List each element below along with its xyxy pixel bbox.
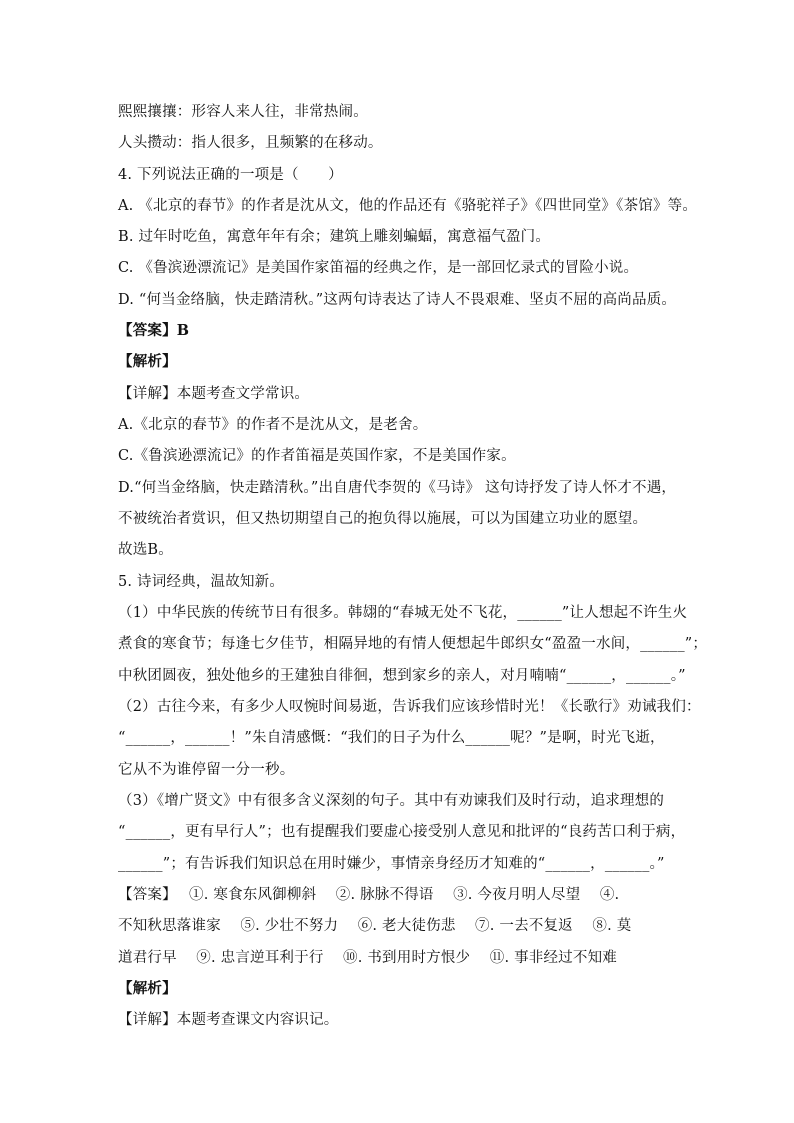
detail-line: 【详解】本题考查文学常识。 <box>118 386 310 402</box>
analysis-label: 【解析】 <box>118 980 177 997</box>
option-a: A. 《北京的春节》的作者是沈从文，他的作品还有《骆驼祥子》《四世同堂》《茶馆》等。 <box>118 198 698 214</box>
question-5-part-2: （2）古往今来，有多少人叹惋时间易逝，告诉我们应该珍惜时光！《长歌行》劝诫我们： <box>118 699 701 715</box>
answer-line: 【答案】 ①. 寒食东风御柳斜 ②. 脉脉不得语 ③. 今夜月明人尽望 ④. <box>118 887 620 903</box>
answer-line: 不知秋思落谁家 ⑤. 少壮不努力 ⑥. 老大徒伤悲 ⑦. 一去不复返 ⑧. 莫 <box>118 918 632 934</box>
explanation-line: 不被统治者赏识，但又热切期望自己的抱负得以施展，可以为国建立功业的愿望。 <box>118 511 648 527</box>
explanation-line: C.《鲁滨逊漂流记》的作者笛福是英国作家，不是美国作家。 <box>118 448 516 464</box>
text-line: 熙熙攘攘：形容人来人往，非常热闹。 <box>118 104 368 120</box>
analysis-label: 【解析】 <box>118 353 177 370</box>
question-5-part-3: （3）《增广贤文》中有很多含义深刻的句子。其中有劝谏我们及时行动，追求理想的 <box>118 793 665 809</box>
question-5-part-1: 煮食的寒食节；每逢七夕佳节，相隔异地的有情人便想起牛郎织女“盈盈一水间，______”； <box>118 636 708 652</box>
option-c: C. 《鲁滨逊漂流记》是美国作家笛福的经典之作，是一部回忆录式的冒险小说。 <box>118 260 639 276</box>
explanation-line: D.“何当金络脑，快走踏清秋。”出自唐代李贺的《马诗》 这句诗抒发了诗人怀才不遇， <box>118 480 677 496</box>
question-5-part-3: “______，更有早行人”；也有提醒我们要虚心接受别人意见和批评的“良药苦口利于病， <box>118 824 686 840</box>
option-b: B. 过年时吃鱼，寓意年年有余；建筑上雕刻蝙蝠，寓意福气盈门。 <box>118 229 551 245</box>
detail-line: 【详解】本题考查课文内容识记。 <box>118 1012 339 1028</box>
question-5-stem: 5. 诗词经典，温故知新。 <box>118 574 285 590</box>
answer-label: 【答案】B <box>118 322 190 339</box>
question-5-part-2: “______，______！”朱自清感慨：“我们的日子为什么______呢？”是啊，时光飞逝， <box>118 730 665 746</box>
question-5-part-2: 它从不为谁停留一分一秒。 <box>118 762 295 778</box>
explanation-line: A.《北京的春节》的作者不是沈从文，是老舍。 <box>118 417 428 433</box>
answer-line: 道君行早 ⑨. 忠言逆耳利于行 ⑩. 书到用时方恨少 ⑪. 事非经过不知难 <box>118 950 617 966</box>
question-4-stem: 4. 下列说法正确的一项是（ ） <box>118 167 343 183</box>
text-line: 人头攒动：指人很多，且频繁的在移动。 <box>118 135 383 151</box>
option-d: D. “何当金络脑，快走踏清秋。”这两句诗表达了诗人不畏艰难、坚贞不屈的高尚品质。 <box>118 292 677 308</box>
conclusion-line: 故选B。 <box>118 542 173 558</box>
question-5-part-1: 中秋团圆夜，独处他乡的王建独自徘徊，想到家乡的亲人，对月喃喃“______，______。” <box>118 668 686 684</box>
question-5-part-1: （1）中华民族的传统节日有很多。韩翃的“春城无处不飞花，______”让人想起不许生火 <box>118 605 688 621</box>
question-5-part-3: ______”；有告诉我们知识总在用时嫌少，事情亲身经历才知难的“______，______。” <box>118 856 665 872</box>
